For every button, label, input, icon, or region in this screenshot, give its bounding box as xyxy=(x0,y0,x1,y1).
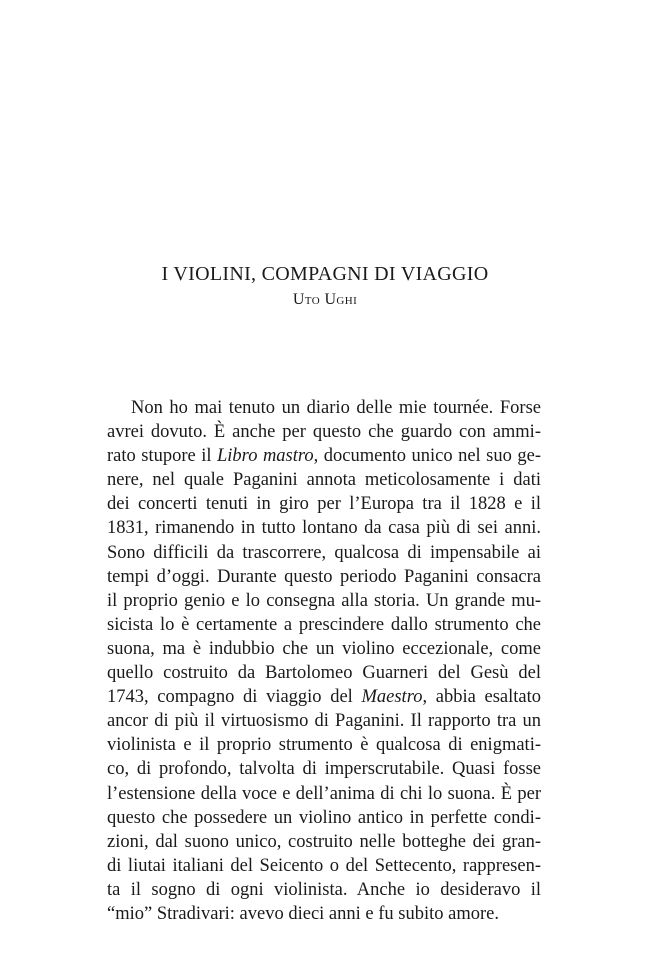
text-line xyxy=(107,589,541,613)
text-segment: 1743, compagno di viaggio del xyxy=(107,687,362,708)
text-line xyxy=(107,854,541,878)
text-segment: “mio” Stradivari: avevo dieci anni e fu subito amore. xyxy=(107,903,499,924)
chapter-title: I VIOLINI, COMPAGNI DI VIAGGIO xyxy=(161,263,489,285)
text-segment: co, di profondo, talvolta di imperscrutabile. Quasi fosse xyxy=(107,759,541,780)
text-segment: Non ho mai tenuto un diario delle mie tournée. Forse xyxy=(131,398,541,418)
text-segment: ancor di più il virtuosismo di Paganini. Il rapporto tra un xyxy=(107,711,541,732)
text-segment: sicista lo è certamente a prescindere dallo strumento che xyxy=(107,614,541,635)
text-segment: 1831, rimanendo in tutto lontano da casa più di sei anni. xyxy=(107,518,541,539)
text-line xyxy=(107,396,541,420)
text-line xyxy=(107,709,541,733)
text-segment: il proprio genio e lo consegna alla storia. Un grande mu- xyxy=(107,590,541,611)
italic-title: Libro mastro xyxy=(217,446,314,467)
text-segment: nere, nel quale Paganini annota meticolosamente i dati xyxy=(107,470,541,491)
text-line xyxy=(107,661,541,685)
text-line xyxy=(107,902,541,926)
text-segment: l’estensione della voce e dell’anima di chi lo suona. È per xyxy=(107,783,541,804)
text-line xyxy=(107,637,541,661)
text-line xyxy=(107,468,541,492)
text-segment: ta il sogno di ogni violinista. Anche io desideravo il xyxy=(107,879,541,900)
text-segment: quello costruito da Bartolomeo Guarneri del Gesù del xyxy=(107,663,541,684)
text-line xyxy=(107,733,541,757)
text-line xyxy=(107,492,541,516)
text-segment: tempi d’oggi. Durante questo periodo Paganini consacra xyxy=(107,566,541,587)
text-line xyxy=(107,757,541,781)
text-line xyxy=(107,420,541,444)
text-line xyxy=(107,878,541,902)
text-segment: dei concerti tenuti in giro per l’Europa tra il 1828 e il xyxy=(107,494,541,515)
text-segment: , abbia esaltato xyxy=(422,687,541,708)
text-segment: questo che possedere un violino antico in perfette condi- xyxy=(107,807,541,828)
text-line xyxy=(107,806,541,830)
text-line xyxy=(107,541,541,565)
text-segment: violinista e il proprio strumento è qualcosa di enigmati- xyxy=(107,735,541,756)
text-segment: suona, ma è indubbio che un violino eccezionale, come xyxy=(107,638,541,659)
text-segment: Sono difficili da trascorrere, qualcosa di impensabile ai xyxy=(107,542,541,563)
text-line xyxy=(107,565,541,589)
text-line xyxy=(107,782,541,806)
text-line xyxy=(107,516,541,540)
text-line xyxy=(107,830,541,854)
text-segment: zioni, dal suono unico, costruito nelle botteghe dei gran- xyxy=(107,831,541,852)
text-segment: , documento unico nel suo ge- xyxy=(313,446,541,467)
text-line xyxy=(107,444,541,468)
text-segment: di liutai italiani del Seicento o del Settecento, rappresen- xyxy=(107,855,541,876)
text-segment: avrei dovuto. È anche per questo che guardo con ammi- xyxy=(107,422,541,443)
text-segment: rato stupore il xyxy=(107,446,217,467)
body-paragraph xyxy=(107,396,541,926)
text-line xyxy=(107,685,541,709)
text-line xyxy=(107,613,541,637)
chapter-author: Uto Ughi xyxy=(292,291,358,308)
italic-title: Maestro xyxy=(361,687,423,708)
